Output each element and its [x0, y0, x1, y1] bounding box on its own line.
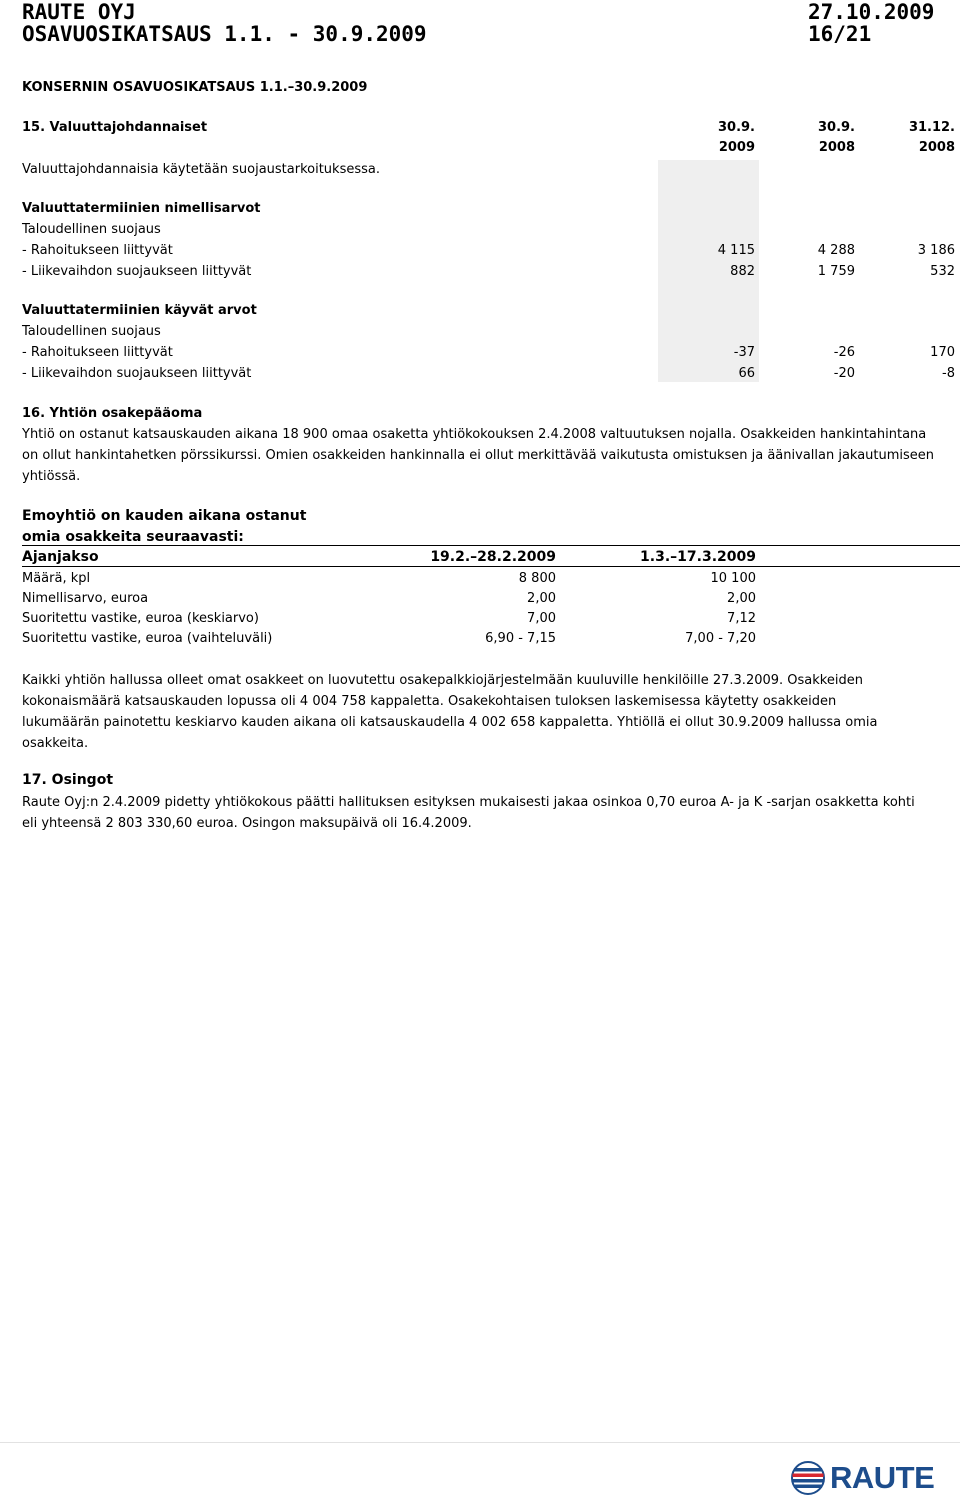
buyback-heading-2: omia osakkeita seuraavasti: [22, 529, 244, 545]
buyback-col-header: Ajanjakso [22, 549, 99, 565]
section-16-text-line: yhtiössä. [22, 469, 81, 484]
fair-row-value: -20 [833, 366, 855, 381]
buyback-row-label: Suoritettu vastike, euroa (keskiarvo) [22, 611, 259, 626]
col-header-2-line1: 30.9. [817, 120, 855, 135]
nominal-row-value: 532 [930, 264, 955, 279]
buyback-row-value: 8 800 [518, 571, 556, 586]
buyback-row-value: 7,00 [527, 611, 556, 626]
buyback-row-value: 7,00 - 7,20 [685, 631, 756, 646]
company-name: RAUTE OYJ [22, 0, 136, 24]
section-15-title: 15. Valuuttajohdannaiset [22, 120, 208, 135]
nominal-row-value: 4 115 [717, 243, 755, 258]
col-header-1-line2: 2009 [718, 140, 755, 155]
section-16-after-line: lukumäärän painotettu keskiarvo kauden aikana oli katsauskaudella 4 002 658 kappaletta. Yhtiöllä ei ollut 30.9.2009 hallussa omia [22, 715, 878, 730]
fair-heading: Valuuttatermiinien käyvät arvot [22, 303, 257, 318]
fair-row-value: -26 [833, 345, 855, 360]
buyback-row-label: Määrä, kpl [22, 571, 91, 586]
raute-logo-text: RAUTE [830, 1460, 935, 1495]
fair-row-label: - Rahoitukseen liittyvät [22, 345, 173, 360]
nominal-row-value: 3 186 [917, 243, 955, 258]
section-16-after-line: Kaikki yhtiön hallussa olleet omat osakkeet on luovutettu osakepalkkiojärjestelmään kuuluville henkilöille 27.3.2009. Osakkeiden [22, 673, 863, 688]
fair-row-value: -8 [942, 366, 955, 381]
raute-logo [790, 1460, 935, 1496]
table-top-rule [22, 545, 960, 546]
fair-row-value: -37 [733, 345, 755, 360]
buyback-row-value: 6,90 - 7,15 [485, 631, 556, 646]
col-header-1-line1: 30.9. [717, 120, 755, 135]
buyback-row-value: 2,00 [527, 591, 556, 606]
fair-row-value: 66 [738, 366, 755, 381]
document-subtitle: KONSERNIN OSAVUOSIKATSAUS 1.1.–30.9.2009 [22, 80, 368, 95]
buyback-row-label: Nimellisarvo, euroa [22, 591, 149, 606]
page-number: 16/21 [808, 22, 872, 46]
nominal-heading: Valuuttatermiinien nimellisarvot [22, 201, 261, 216]
col-header-2-line2: 2008 [818, 140, 855, 155]
fair-sub: Taloudellinen suojaus [22, 324, 161, 339]
nominal-row-value: 1 759 [817, 264, 855, 279]
buyback-row-value: 10 100 [710, 571, 756, 586]
section-16-title: 16. Yhtiön osakepääoma [22, 406, 203, 421]
fair-row-label: - Liikevaihdon suojaukseen liittyvät [22, 366, 252, 381]
col-header-3-line2: 2008 [918, 140, 955, 155]
col-header-3-line1: 31.12. [908, 120, 955, 135]
buyback-col-header: 19.2.–28.2.2009 [430, 549, 556, 565]
raute-globe-icon [790, 1460, 826, 1496]
section-15-note: Valuuttajohdannaisia käytetään suojaustarkoituksessa. [22, 162, 380, 177]
nominal-row-label: - Rahoitukseen liittyvät [22, 243, 173, 258]
section-17-text-line: Raute Oyj:n 2.4.2009 pidetty yhtiökokous päätti hallituksen esityksen mukaisesti jakaa osinkoa 0,70 euroa A- ja K -sarjan osakketta kohti [22, 795, 915, 810]
report-date: 27.10.2009 [808, 0, 935, 24]
section-16-text-line: Yhtiö on ostanut katsauskauden aikana 18 900 omaa osaketta yhtiökokouksen 2.4.2008 valtuutuksen nojalla. Osakkeiden hankintahintana [22, 427, 927, 442]
nominal-sub: Taloudellinen suojaus [22, 222, 161, 237]
nominal-row-value: 882 [730, 264, 755, 279]
buyback-heading-1: Emoyhtiö on kauden aikana ostanut [22, 508, 307, 524]
section-17-text-line: eli yhteensä 2 803 330,60 euroa. Osingon maksupäivä oli 16.4.2009. [22, 816, 472, 831]
footer-rule [0, 1442, 960, 1443]
table-header-rule [22, 566, 960, 567]
section-16-text-line: on ollut hankintahetken pörssikurssi. Omien osakkeiden hankinnalla ei ollut merkittävää vaikutusta omistuksen ja äänivallan jakautumiseen [22, 448, 935, 463]
nominal-row-label: - Liikevaihdon suojaukseen liittyvät [22, 264, 252, 279]
buyback-col-header: 1.3.–17.3.2009 [640, 549, 756, 565]
buyback-row-value: 2,00 [727, 591, 756, 606]
section-16-after-line: kokonaismäärä katsauskauden lopussa oli 4 004 758 kappaletta. Osakekohtaisen tuloksen laskemisessa käytetty osakkeiden [22, 694, 837, 709]
buyback-row-label: Suoritettu vastike, euroa (vaihteluväli) [22, 631, 273, 646]
buyback-row-value: 7,12 [727, 611, 756, 626]
fair-row-value: 170 [930, 345, 955, 360]
section-17-title: 17. Osingot [22, 772, 114, 788]
report-title: OSAVUOSIKATSAUS 1.1. - 30.9.2009 [22, 22, 427, 46]
nominal-row-value: 4 288 [817, 243, 855, 258]
section-16-after-line: osakkeita. [22, 736, 89, 751]
